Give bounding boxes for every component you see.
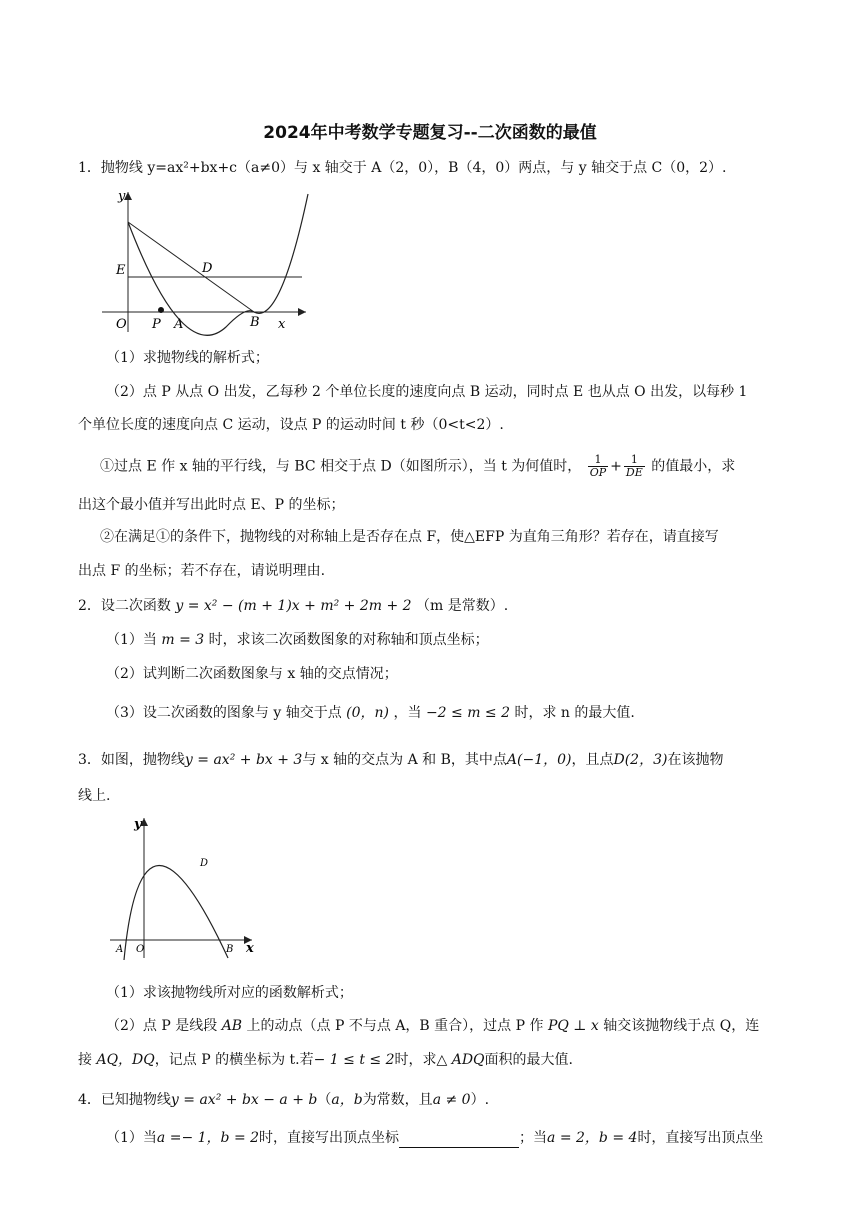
fig1-label-a: A — [174, 317, 184, 332]
q1-sub1-text-b: 的值最小，求 — [651, 458, 736, 475]
q1-sub2-line1: ②在满足①的条件下，抛物线的对称轴上是否存在点 F，使△EFP 为直角三角形？若存在，请直接写 — [100, 529, 719, 545]
q1-sub1-line2: 出这个最小值并写出此时点 E、P 的坐标； — [78, 497, 345, 513]
fig1-label-d: D — [202, 261, 213, 276]
q3-stem-line2: 线上. — [78, 788, 111, 804]
fraction-plus: + — [610, 458, 622, 475]
q3-figure — [106, 812, 264, 962]
q3-part2-line1: （2）点 P 是线段 AB 上的动点（点 P 不与点 A，B 重合），过点 P 作 PQ ⊥ x 轴交该抛物线于点 Q，连 — [106, 1018, 760, 1034]
fig3-label-b: B — [226, 944, 234, 955]
fig3-label-x: x — [246, 941, 254, 956]
q1-part2-line2: 个单位长度的速度向点 C 运动，设点 P 的运动时间 t 秒（0<t<2）. — [78, 417, 504, 433]
q3-part2-line2: 接 AQ，DQ，记点 P 的横坐标为 t.若− 1 ≤ t ≤ 2时，求△ ADQ面积的最大值. — [78, 1052, 573, 1068]
q1-part2-line1: （2）点 P 从点 O 出发，乙每秒 2 个单位长度的速度向点 B 运动，同时点 E 也从点 O 出发，以每秒 1 — [106, 384, 748, 400]
fig3-label-y: y — [134, 817, 142, 832]
q3-part1: （1）求该抛物线所对应的函数解析式； — [106, 985, 353, 1001]
fraction-1-op: $\frac{1}{OP}$ — [589, 453, 607, 479]
q4-stem: 4．已知抛物线y = ax² + bx − a + b（a，b为常数，且a ≠ 0）. — [78, 1092, 490, 1108]
q3-stem-line1: 3．如图，抛物线y = ax² + bx + 3与 x 轴的交点为 A 和 B，其中点A(−1，0)，且点D(2，3)在该抛物 — [78, 752, 724, 768]
q2-stem: 2．设二次函数 y = x² − (m + 1)x + m² + 2m + 2 （m 是常数）. — [78, 598, 509, 614]
fraction-1-de: $\frac{1}{DE}$ — [625, 453, 643, 479]
fig1-label-b: B — [250, 315, 260, 330]
fig1-label-o: O — [116, 317, 127, 332]
q4-part1: （1）当a =− 1，b = 2时，直接写出顶点坐标 ；当a = 2，b = 4时，直接写出顶点坐 — [106, 1130, 764, 1146]
fig1-label-e: E — [116, 263, 126, 278]
q1-sub2-line2: 出点 F 的坐标；若不存在，请说明理由. — [78, 563, 326, 579]
q1-sub1-text-a: ①过点 E 作 x 轴的平行线，与 BC 相交于点 D（如图所示），当 t 为何值时， — [100, 458, 582, 475]
answer-blank[interactable] — [399, 1133, 519, 1148]
fig3-label-a: A — [116, 944, 124, 955]
q1-part1: （1）求抛物线的解析式； — [106, 350, 269, 366]
fig1-label-x: x — [278, 317, 286, 332]
q2-formula: y = x² − (m + 1)x + m² + 2m + 2 — [175, 598, 412, 614]
fig1-label-p: P — [152, 317, 161, 332]
fig3-label-d: D — [200, 858, 209, 869]
fig3-label-o: O — [136, 944, 145, 955]
q2-part1: （1）当 m = 3 时，求该二次函数图象的对称轴和顶点坐标； — [106, 632, 489, 648]
q1-figure — [96, 186, 312, 336]
q2-part3: （3）设二次函数的图象与 y 轴交于点 (0，n) ，当 −2 ≤ m ≤ 2 时，求 n 的最大值. — [106, 705, 635, 721]
q2-part2: （2）试判断二次函数图象与 x 轴的交点情况； — [106, 666, 398, 682]
x-axis-arrow-icon — [298, 308, 306, 316]
point-p-marker — [158, 307, 164, 313]
q1-stem: 1．抛物线 y=ax²+bx+c（a≠0）与 x 轴交于 A（2，0），B（4，0）两点，与 y 轴交于点 C（0，2）. — [78, 160, 727, 176]
fig1-label-y: y — [118, 189, 126, 204]
q1-sub1-line1 — [100, 454, 810, 479]
page-title: 2024年中考数学专题复习--二次函数的最值 — [263, 123, 597, 143]
